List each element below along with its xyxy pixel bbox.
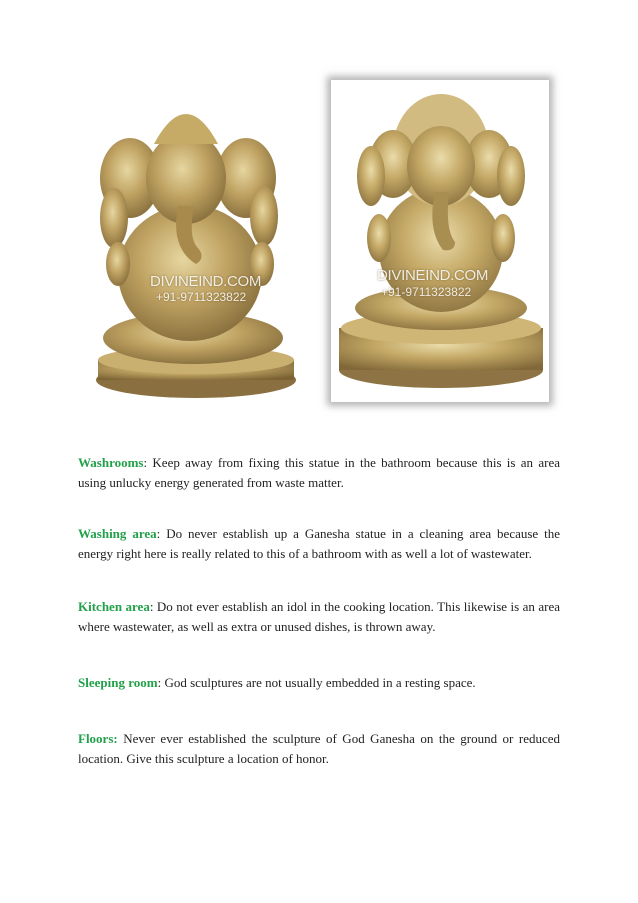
ganesha-statue-photo-right bbox=[331, 80, 549, 402]
section-body: : God sculptures are not usually embedded in a resting space. bbox=[157, 675, 476, 690]
ganesha-statue-photo-left bbox=[78, 88, 310, 406]
section-body: : Do never establish up a Ganesha statue in a cleaning area because the energy right here is really related to this of a bathroom with as well a lot of wastewater. bbox=[78, 526, 561, 561]
section-body: : Do not ever establish an idol in the cooking location. This likewise is an area where wastewater, as well as extra or unused dishes, is thrown away. bbox=[78, 599, 561, 634]
section-body: : Keep away from fixing this statue in the bathroom because this is an area using unlucky energy generated from waste matter. bbox=[78, 455, 560, 490]
section-heading: Washrooms bbox=[78, 455, 144, 470]
watermark-phone: +91-9711323822 bbox=[381, 285, 472, 299]
paragraph-sleeping-room bbox=[78, 673, 560, 693]
watermark-site: DIVINEIND.COM bbox=[377, 267, 489, 284]
section-heading: Floors: bbox=[78, 731, 118, 746]
section-body: Never ever established the sculpture of God Ganesha on the ground or reduced location. Give this sculpture a location of honor. bbox=[78, 731, 560, 766]
section-heading: Washing area bbox=[78, 526, 157, 541]
paragraph-kitchen-area bbox=[78, 597, 560, 637]
watermark-phone: +91-9711323822 bbox=[156, 290, 247, 304]
section-heading: Kitchen area bbox=[78, 599, 150, 614]
paragraph-washing-area bbox=[78, 524, 560, 564]
section-heading: Sleeping room bbox=[78, 675, 158, 690]
paragraph-washrooms bbox=[78, 453, 560, 493]
paragraph-floors bbox=[78, 729, 560, 769]
watermark-site: DIVINEIND.COM bbox=[150, 273, 262, 290]
